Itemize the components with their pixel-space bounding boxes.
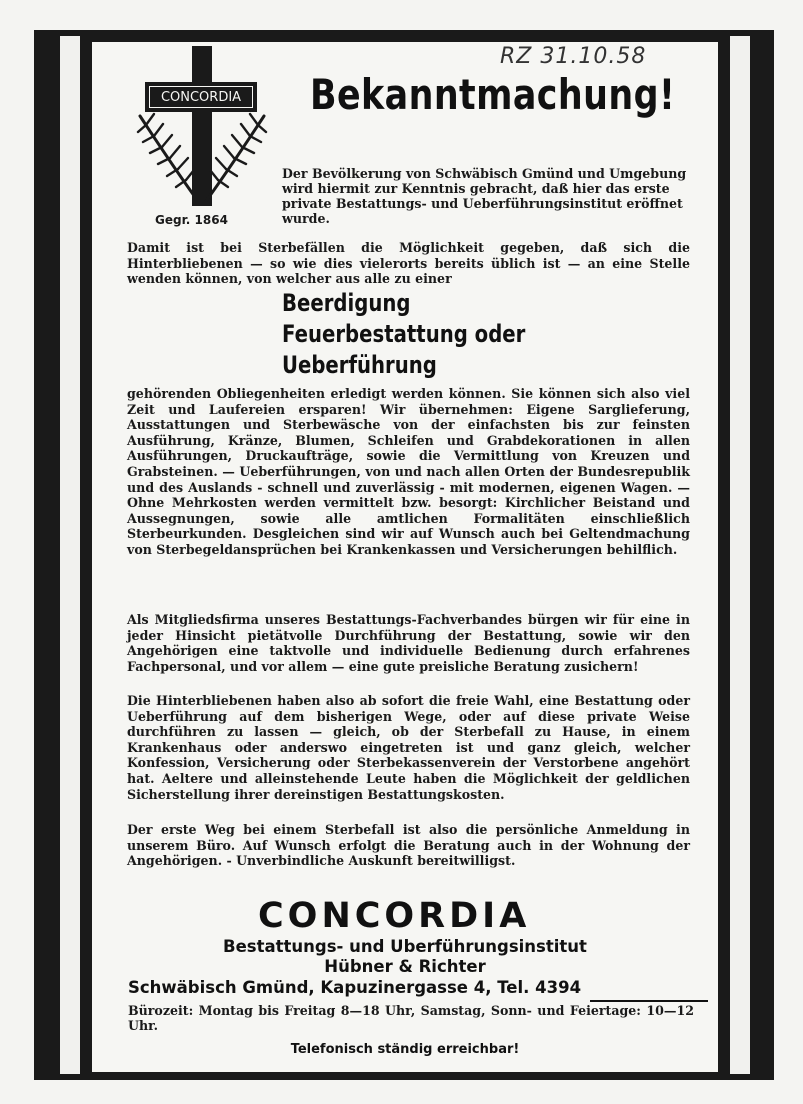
service-transfer: Ueberführung	[282, 351, 437, 379]
choice-paragraph: Die Hinterbliebenen haben also ab sofort die freie Wahl, eine Bestattung oder Ueberführung auf dem bisherigen Wege, oder auf diese private Weise durchführen zu lassen — gleich, ob der Sterbefall zu Hause, in einem Krankenhaus oder anderswo eingetreten ist und ganz gleich, welcher Konfession, Versicherung oder Sterbekassenverein der Verstorbene angehört hat. Aeltere und alleinstehende Leute haben die Möglichkeit der geldlichen Sicherstellung ihrer dereinstigen Bestattungskosten.	[127, 693, 690, 802]
footer-owners: Hübner & Richter	[324, 957, 486, 976]
founded-year: Gegr. 1864	[155, 213, 228, 227]
intro-paragraph: Der Bevölkerung von Schwäbisch Gmünd und Umgebung wird hiermit zur Kenntnis gebracht, daß hier das erste private Bestattungs- und Ueberführungsinstitut eröffnet wurde.	[282, 166, 687, 226]
footer-phone: Tel. 4394	[497, 978, 582, 997]
page-title: Bekanntmachung!	[310, 70, 676, 119]
office-hours: Bürozeit: Montag bis Freitag 8—18 Uhr, Samstag, Sonn- und Feiertage: 10—12 Uhr.	[128, 1003, 694, 1033]
palm-branch-icon	[134, 108, 270, 208]
phone-availability: Telefonisch ständig erreichbar!	[290, 1042, 520, 1057]
footer-address: Schwäbisch Gmünd, Kapuzinergasse 4,	[128, 978, 492, 997]
footer-address-line	[128, 978, 698, 997]
service-cremation: Feuerbestattung oder	[282, 320, 526, 348]
footer-brand: CONCORDIA	[258, 896, 531, 936]
main-paragraph: gehörenden Obliegenheiten erledigt werden können. Sie können sich also viel Zeit und Laufereien ersparen! Wir übernehmen: Eigene Sarglieferung, Ausstattungen und Sterbewäsche von der einfachsten bis zur feinsten Ausführung, Kränze, Blumen, Schleifen und Grabdekorationen in allen Ausführungen, Druckaufträge, sowie die Vermittlung von Kreuzen und Grabsteinen. — Ueberführungen, von und nach allen Orten der Bundesrepublik und des Auslands - schnell und zuverlässig - mit modernen, eigenen Wagen. — Ohne Mehrkosten werden vermittelt bzw. besorgt: Kirchlicher Beistand und Aussegnungen, sowie alle amtlichen Formalitäten einschließlich Sterbeurkunden. Desgleichen sind wir auf Wunsch auch bei Geltendmachung von Sterbegeldansprüchen bei Krankenkassen und Versicherungen behilflich.	[127, 386, 690, 557]
phone-underline	[590, 1000, 708, 1002]
service-burial: Beerdigung	[282, 289, 411, 317]
handwritten-date-annotation: RZ 31.10.58	[500, 44, 647, 69]
lead-paragraph: Damit ist bei Sterbefällen die Möglichkeit gegeben, daß sich die Hinterbliebenen — so wie dies vielerorts bereits üblich ist — an eine Stelle wenden können, von welcher aus alle zu einer	[127, 240, 690, 287]
membership-paragraph: Als Mitgliedsfirma unseres Bestattungs-Fachverbandes bürgen wir für eine in jeder Hinsicht pietätvolle Durchführung der Bestattung, sowie wir den Angehörigen eine taktvolle und individuelle Bedienung durch erfahrenes Fachpersonal, und vor allem — eine gute preisliche Beratung zusichern!	[127, 612, 690, 674]
footer-subtitle: Bestattungs- und Uberführungsinstitut	[223, 937, 587, 956]
logo-label: CONCORDIA	[149, 86, 253, 108]
services-list	[282, 288, 525, 381]
first-step-paragraph: Der erste Weg bei einem Sterbefall ist also die persönliche Anmeldung in unserem Büro. Auf Wunsch erfolgt die Beratung auch in der Wohnung der Angehörigen. - Unverbindliche Auskunft bereitwilligst.	[127, 822, 690, 869]
